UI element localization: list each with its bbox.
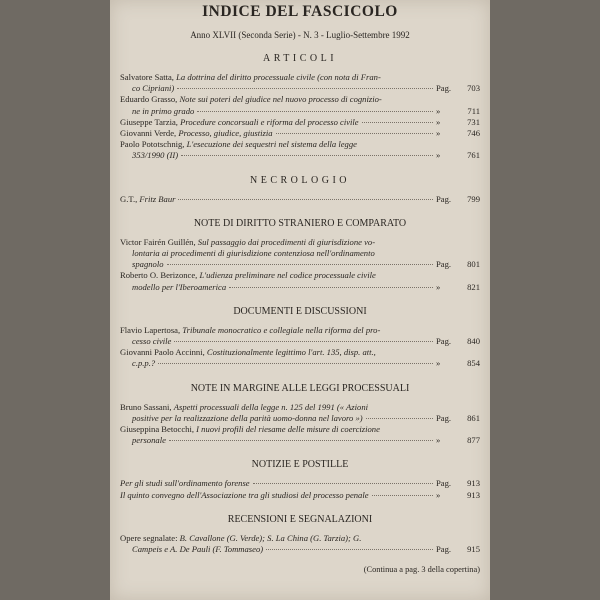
entry-title-line: personale <box>132 435 166 446</box>
page-label: » <box>436 435 441 446</box>
page-label: » <box>436 105 441 116</box>
leader-dots <box>362 122 433 123</box>
leader-dots <box>181 155 433 156</box>
page-label: Pag. <box>436 193 452 204</box>
page-number: 821 <box>467 281 480 292</box>
entry-title-line: Fritz Baur <box>139 193 176 204</box>
entry-author: Flavio Lapertosa, <box>120 324 181 335</box>
toc-entry[interactable] <box>120 402 480 424</box>
page-label: Pag. <box>436 83 452 94</box>
toc-entry[interactable] <box>120 490 480 501</box>
entry-title-line: Aspetti processuali della legge n. 125 del 1991 (« Azioni <box>173 401 369 412</box>
page-label: Pag. <box>436 336 452 347</box>
entry-title-line: Per gli studi sull'ordinamento forense <box>120 478 250 489</box>
toc-entry[interactable] <box>120 347 480 369</box>
entry-title-line: B. Cavallone (G. Verde); S. La China (G. Tarzia); G. <box>179 532 362 543</box>
page-label: » <box>436 150 441 161</box>
page-number: 913 <box>467 489 480 500</box>
toc-entry[interactable] <box>120 478 480 489</box>
page-reference <box>436 478 480 489</box>
section-heading: NECROLOGIO <box>250 174 350 186</box>
section-heading: NOTIZIE E POSTILLE <box>251 459 349 471</box>
page-reference <box>436 194 480 205</box>
entry-title-line: L'esecuzione dei sequestri nel sistema della legge <box>186 139 357 150</box>
entry-title-line: positive per la realizzazione della parità uomo-donna nel lavoro ») <box>132 412 363 423</box>
entry-title-line: Processo, giudice, giustizia <box>178 128 273 139</box>
toc-entry[interactable] <box>120 533 480 555</box>
toc-entry[interactable] <box>120 128 480 139</box>
entry-author: Bruno Sassani, <box>120 401 172 412</box>
toc-entry[interactable] <box>120 424 480 446</box>
entry-title-line: Campeis e A. De Pauli (F. Tommaseo) <box>132 544 264 555</box>
entry-title-line: co Cipriani) <box>132 83 175 94</box>
leader-dots <box>167 264 433 265</box>
page-reference <box>436 490 480 501</box>
entry-author: Giuseppe Tarzia, <box>120 116 178 127</box>
section-heading: RECENSIONI E SEGNALAZIONI <box>227 513 373 525</box>
entry-title-line: Tribunale monocratico e collegiale nella riforma del pro- <box>182 324 381 335</box>
entry-title-line: cesso civile <box>132 336 172 347</box>
entry-title-line: ne in primo grado <box>132 105 195 116</box>
entry-author: G.T., <box>120 193 138 204</box>
page-reference <box>436 282 480 293</box>
page-reference <box>436 117 480 128</box>
section-heading: ARTICOLI <box>262 53 338 64</box>
page-reference <box>436 259 480 270</box>
page-title: INDICE DEL FASCICOLO <box>202 3 398 20</box>
page-number: 746 <box>467 128 480 139</box>
page-label: Pag. <box>436 259 452 270</box>
entry-author: Victor Fairén Guillén, <box>120 236 196 247</box>
page-reference <box>436 83 480 94</box>
leader-dots <box>229 287 433 288</box>
continuation-note: (Continua a pag. 3 della copertina) <box>363 565 480 575</box>
leader-dots <box>169 440 433 441</box>
toc-entry[interactable] <box>120 72 480 94</box>
leader-dots <box>158 363 433 364</box>
entry-title-line: modello per l'Iberoamerica <box>132 281 227 292</box>
page-reference <box>436 150 480 161</box>
leader-dots <box>253 483 433 484</box>
leader-dots <box>366 418 433 419</box>
leader-dots <box>177 88 433 89</box>
leader-dots <box>174 341 433 342</box>
section-heading: NOTE DI DIRITTO STRANIERO E COMPARATO <box>193 217 407 229</box>
journal-page <box>110 0 490 600</box>
page-number: 703 <box>467 83 480 94</box>
toc-entry[interactable] <box>120 237 480 271</box>
section-heading: NOTE IN MARGINE ALLE LEGGI PROCESSUALI <box>190 382 410 394</box>
page-number: 799 <box>467 193 480 204</box>
page-number: 877 <box>467 435 480 446</box>
entry-author: Salvatore Satta, <box>120 72 174 82</box>
page-number: 840 <box>467 336 480 347</box>
page-label: Pag. <box>436 544 452 555</box>
toc-entry[interactable] <box>120 94 480 116</box>
toc-entry[interactable] <box>120 139 480 161</box>
toc-entry[interactable] <box>120 325 480 347</box>
leader-dots <box>276 133 433 134</box>
toc-entry[interactable] <box>120 270 480 292</box>
entry-title-line: L'udienza preliminare nel codice processuale civile <box>199 270 376 281</box>
page-reference <box>436 336 480 347</box>
page-reference <box>436 544 480 555</box>
sections-container <box>120 53 480 555</box>
page-label: » <box>436 358 441 369</box>
entry-title-line: I nuovi profili del riesame delle misure di coercizione <box>196 424 380 435</box>
page-number: 711 <box>467 105 480 116</box>
page-label: Pag. <box>436 478 452 489</box>
page-number: 913 <box>467 478 480 489</box>
toc-entry[interactable] <box>120 117 480 128</box>
entry-author: Opere segnalate: <box>120 532 178 543</box>
entry-author: Giovanni Paolo Accinni, <box>120 347 205 358</box>
entry-title-line: Sul passaggio dai procedimenti di giurisdizione vo- <box>197 236 376 247</box>
section-heading: DOCUMENTI E DISCUSSIONI <box>233 305 367 317</box>
leader-dots <box>266 549 433 550</box>
entry-author: Eduardo Grasso, <box>120 94 178 105</box>
leader-dots <box>372 495 433 496</box>
entry-title-line: 353/1990 (II) <box>132 150 179 161</box>
leader-dots <box>178 199 433 200</box>
page-reference <box>436 358 480 369</box>
toc-entry[interactable] <box>120 194 480 205</box>
entry-author: Roberto O. Berizonce, <box>120 270 198 281</box>
page-reference <box>436 128 480 139</box>
page-reference <box>436 413 480 424</box>
page-number: 761 <box>467 150 480 161</box>
page-number: 915 <box>467 544 480 555</box>
entry-title-line: Note sui poteri del giudice nel nuovo processo di cognizio- <box>179 94 382 105</box>
table-of-contents <box>120 0 480 574</box>
entry-title-line: La dottrina del diritto processuale civile (con nota di Fran- <box>176 72 381 82</box>
entry-title-line: Il quinto convegno dell'Associazione tra gli studiosi del processo penale <box>120 489 369 500</box>
page-number: 731 <box>467 116 480 127</box>
entry-title-line: Procedure concorsuali e riforma del processo civile <box>180 116 359 127</box>
entry-title-line: spagnolo <box>132 259 164 270</box>
entry-author: Paolo Pototschnig, <box>120 139 185 150</box>
entry-title-line: lontaria ai procedimenti di giurisdizione contenziosa nell'ordinamento <box>132 248 375 259</box>
entry-author: Giuseppina Betocchi, <box>120 424 194 435</box>
page-number: 861 <box>467 412 480 423</box>
leader-dots <box>197 111 433 112</box>
page-number: 854 <box>467 358 480 369</box>
page-label: » <box>436 128 441 139</box>
issue-subtitle: Anno XLVII (Seconda Serie) - N. 3 - Luglio-Settembre 1992 <box>190 30 410 40</box>
entry-title-line: c.p.p.? <box>132 358 156 369</box>
page-number: 801 <box>467 259 480 270</box>
page-label: » <box>436 116 441 127</box>
page-reference <box>436 435 480 446</box>
entry-author: Giovanni Verde, <box>120 128 177 139</box>
page-label: Pag. <box>436 412 452 423</box>
page-reference <box>436 106 480 117</box>
page-label: » <box>436 489 441 500</box>
page-label: » <box>436 281 441 292</box>
entry-title-line: Costituzionalmente legittimo l'art. 135, disp. att., <box>206 347 376 358</box>
